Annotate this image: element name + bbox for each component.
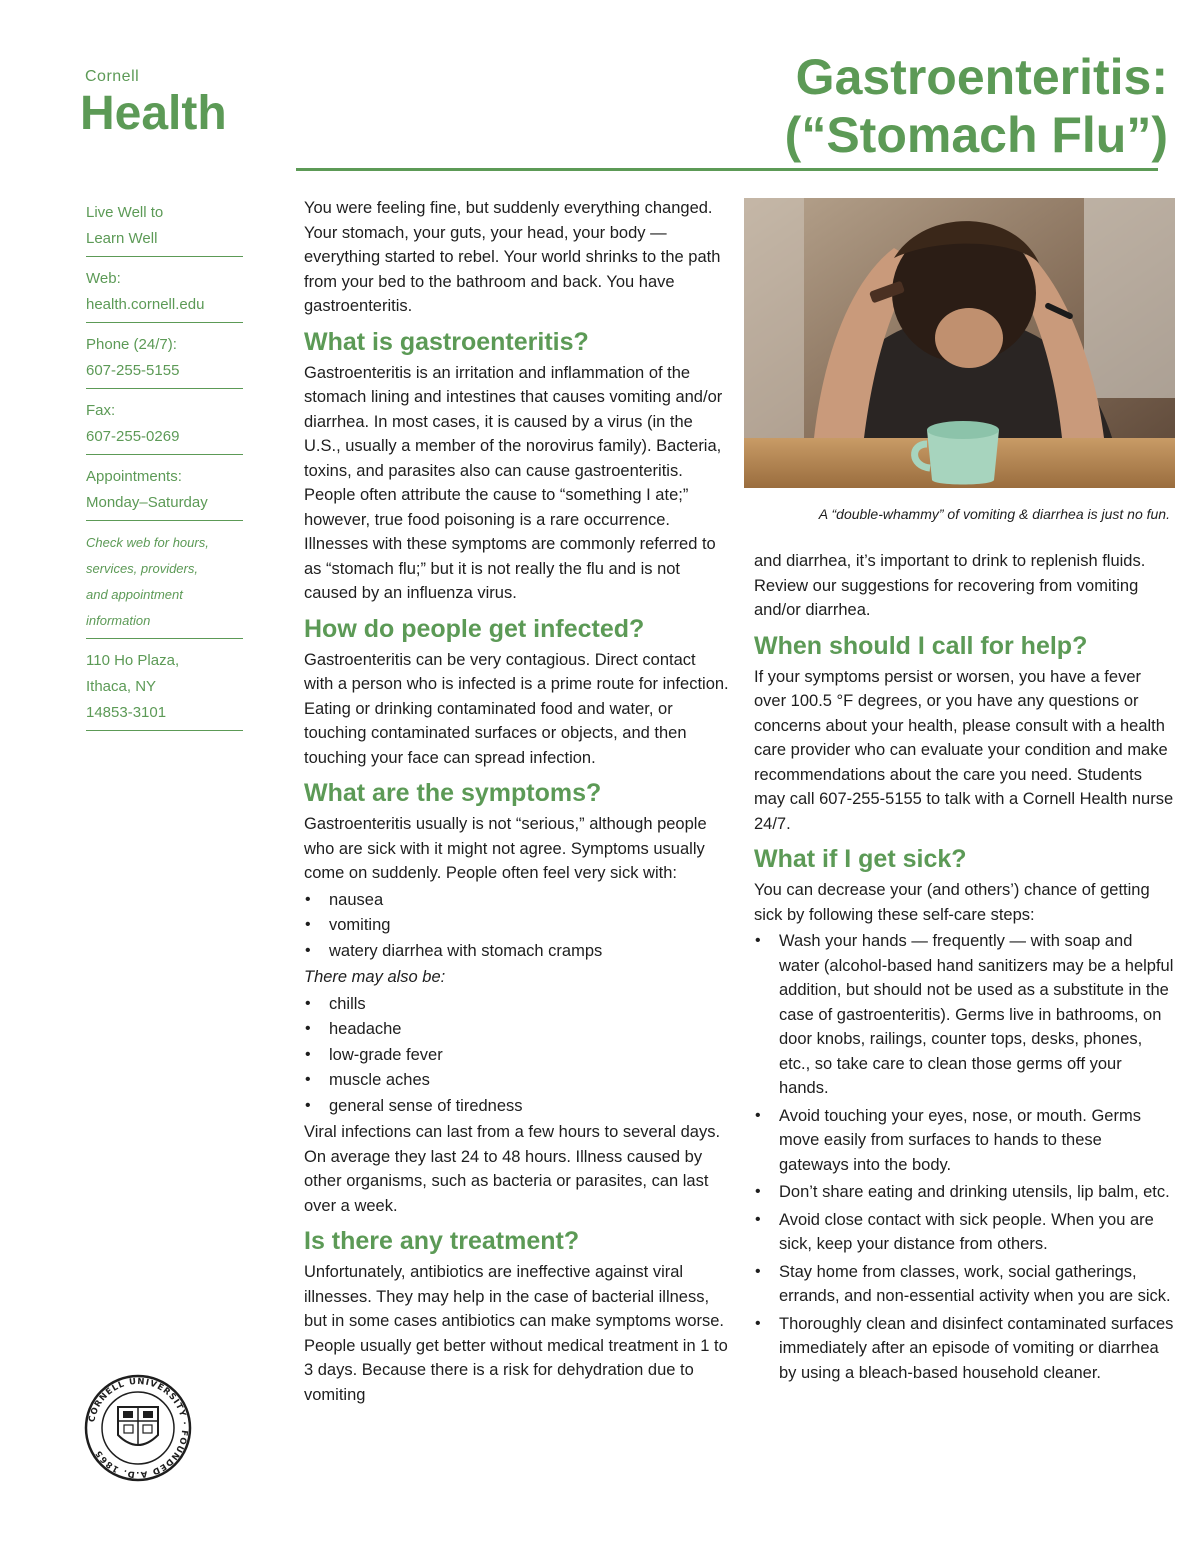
- check-web-line: Check web for hours,: [86, 535, 209, 550]
- heading-symptoms: What are the symptoms?: [304, 779, 602, 807]
- cornell-seal-icon: [83, 1373, 193, 1483]
- address-line: 110 Ho Plaza,: [86, 652, 180, 669]
- list-item: • Avoid close contact with sick people. When you are sick, keep your distance from others.: [779, 1208, 1174, 1257]
- also-symptoms-list: [304, 992, 729, 1119]
- sick-man-photo: [744, 198, 1175, 488]
- appointments-block: [86, 462, 243, 521]
- fax-block: [86, 396, 243, 455]
- self-care-list: [754, 929, 1174, 1385]
- heading-what-is: What is gastroenteritis?: [304, 327, 589, 356]
- web-block: [86, 264, 243, 323]
- list-item: • Wash your hands — frequently — with soap and water (alcohol-based hand sanitizers may be a helpful addition, but should not be used as a substitute in the case of gastroenteritis). Germs live in bathrooms, on door knobs, railings, counter tops, desks, phones, etc., so take care to clean those germs off your hands.: [779, 929, 1174, 1101]
- list-item: • low-grade fever: [329, 1043, 729, 1068]
- treatment-continued-paragraph: and diarrhea, it’s important to drink to replenish fluids. Review our suggestions for recovering from vomiting and/or diarrhea.: [754, 552, 1146, 619]
- symptoms-list: [304, 888, 729, 964]
- photo-caption: A “double-whammy” of vomiting & diarrhea is just no fun.: [818, 506, 1170, 522]
- contact-sidebar: [86, 198, 243, 738]
- list-item: • headache: [329, 1017, 729, 1042]
- page-title-line1: Gastroenteritis:: [795, 49, 1168, 105]
- check-web-block: [86, 528, 243, 639]
- address-line: Ithaca, NY: [86, 678, 157, 695]
- logo-cornell-text: Cornell: [85, 68, 140, 85]
- page-title: [785, 48, 1168, 164]
- list-item: • nausea: [329, 888, 729, 913]
- appointments-label: Appointments:: [86, 468, 182, 485]
- fax-label: Fax:: [86, 402, 116, 419]
- phone-number: 607-255-5155: [86, 362, 180, 379]
- check-web-line: and appointment: [86, 587, 183, 602]
- tagline-line: Live Well to: [86, 204, 164, 221]
- appointments-days: Monday–Saturday: [86, 494, 208, 511]
- list-item: • general sense of tiredness: [329, 1094, 729, 1119]
- call-for-help-paragraph: If your symptoms persist or worsen, you have a fever over 100.5 °F degrees, or you have any questions or concerns about your health, please consult with a health care provider who can evaluate your condition and make recommendations about the care you need. Students may call 607-255-5155 to talk with a Cornell Health nurse 24/7.: [754, 667, 1174, 833]
- list-item: • Stay home from classes, work, social gatherings, errands, and non-essential activity when you are sick.: [779, 1260, 1174, 1309]
- web-label: Web:: [86, 270, 121, 287]
- main-column-1: [304, 196, 729, 1407]
- heading-treatment: Is there any treatment?: [304, 1227, 580, 1255]
- page-title-line2: (“Stomach Flu”): [784, 107, 1168, 163]
- address-line: 14853-3101: [86, 704, 167, 721]
- list-item: • Don’t share eating and drinking utensils, lip balm, etc.: [779, 1180, 1174, 1205]
- viral-duration-paragraph: Viral infections can last from a few hours to several days. On average they last 24 to 48 hours. Illness caused by other organisms, such as bacteria or parasites, can last over a week.: [304, 1123, 721, 1215]
- check-web-line: services, providers,: [86, 561, 198, 576]
- how-infected-paragraph: Gastroenteritis can be very contagious. Direct contact with a person who is infected is a prime route for infection. Eating or drinking contaminated food and water, or touching contaminated surfaces or objects, and then touching your face can spread infection.: [304, 650, 729, 767]
- address-block: [86, 646, 243, 731]
- phone-block: [86, 330, 243, 389]
- heading-how-infected: How do people get infected?: [304, 614, 645, 643]
- if-sick-paragraph: You can decrease your (and others’) chance of getting sick by following these self-care steps:: [754, 881, 1150, 924]
- heading-if-sick: What if I get sick?: [754, 845, 967, 873]
- tagline-line: Learn Well: [86, 230, 158, 247]
- logo-health-text: Health: [80, 87, 227, 140]
- fax-number: 607-255-0269: [86, 428, 180, 445]
- treatment-paragraph: Unfortunately, antibiotics are ineffective against viral illnesses. They may help in the case of bacterial illness, but in some cases antibiotics can make symptoms worse. People usually get better without medical treatment in 1 to 3 days. Because there is a risk for dehydration due to vomiting: [304, 1263, 728, 1404]
- list-item: • chills: [329, 992, 729, 1017]
- list-item: • Avoid touching your eyes, nose, or mouth. Germs move easily from surfaces to hands to these gateways into the body.: [779, 1104, 1174, 1178]
- intro-paragraph: You were feeling fine, but suddenly everything changed. Your stomach, your guts, your head, your body — everything started to rebel. Your world shrinks to the path from your bed to the bathroom and back. You have gastroenteritis.: [304, 199, 721, 315]
- check-web-line: information: [86, 613, 151, 628]
- heading-call-for-help: When should I call for help?: [754, 631, 1088, 660]
- list-item: • watery diarrhea with stomach cramps: [329, 939, 729, 964]
- symptoms-paragraph: Gastroenteritis usually is not “serious,” although people who are sick with it might not agree. Symptoms usually come on suddenly. People often feel very sick with:: [304, 815, 707, 882]
- list-item: • vomiting: [329, 913, 729, 938]
- phone-label: Phone (24/7):: [86, 336, 177, 353]
- also-label: There may also be:: [304, 968, 446, 986]
- title-divider: [296, 168, 1158, 171]
- list-item: • muscle aches: [329, 1068, 729, 1093]
- tagline-block: [86, 198, 243, 257]
- what-is-paragraph: Gastroenteritis is an irritation and inflammation of the stomach lining and intestines that causes vomiting and/or diarrhea. In most cases, it is caused by a virus (in the U.S., usually a member of the norovirus family). Bacteria, toxins, and parasites also can cause gastroenteritis. People often attribute the cause to “something I ate;” however, true food poisoning is a rare occurrence. Illnesses with these symptoms are commonly referred to as “stomach flu;” but it is not really the flu and is not caused by an influenza virus.: [304, 363, 723, 602]
- web-link[interactable]: health.cornell.edu: [86, 296, 205, 313]
- main-column-2: [754, 549, 1174, 1388]
- svg-text:CORNELL UNIVERSITY · FOUNDED A: CORNELL UNIVERSITY · FOUNDED A.D. 1865: [87, 1376, 190, 1480]
- list-item: • Thoroughly clean and disinfect contaminated surfaces immediately after an episode of vomiting or diarrhea by using a bleach-based household cleaner.: [779, 1312, 1174, 1386]
